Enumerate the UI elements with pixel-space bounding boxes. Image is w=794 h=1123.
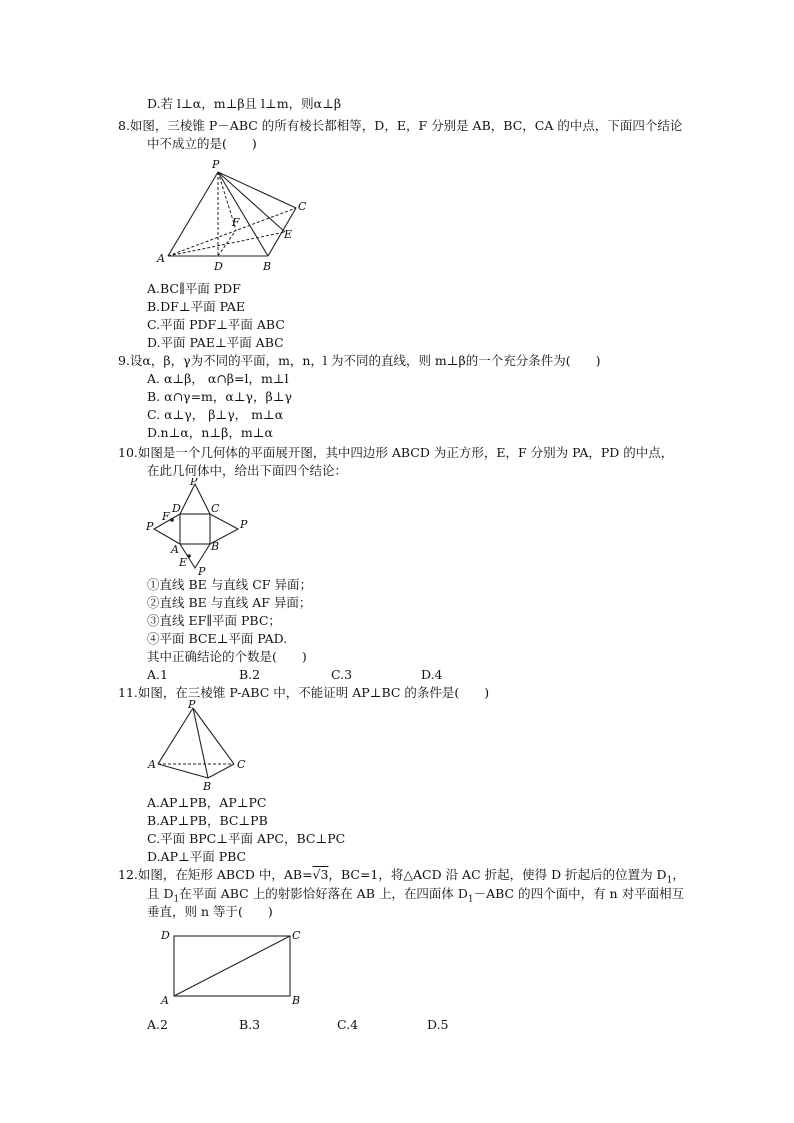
q11-label-b: B: [203, 780, 212, 792]
q12-subscript-1: 1: [666, 875, 673, 886]
q10-label-p-top: P: [190, 478, 198, 488]
q12-stem1-part-b: ，BC=1，将△ACD 沿 AC 折起，使得 D 折起后的位置为 D: [328, 867, 667, 882]
q10-option-d: D.4: [421, 667, 443, 682]
q10-label-b: B: [211, 540, 220, 553]
q12-stem1-part-c: ，: [672, 867, 685, 882]
q12-option-a: A.2: [147, 1017, 168, 1032]
q11-option-a: A.AP⊥PB，AP⊥PC: [147, 795, 267, 810]
q10-stem-line1: 10.如图是一个几何体的平面展开图，其中四边形 ABCD 为正方形，E，F 分别为 PA，PD 的中点，: [118, 445, 674, 460]
q8-label-b: B: [263, 260, 272, 273]
q10-conclusion-1: ①直线 BE 与直线 CF 异面；: [147, 577, 312, 592]
q10-label-c: C: [211, 502, 220, 515]
q12-rectangle-figure: [152, 924, 312, 1010]
q9-option-b: B. α∩γ=m，α⊥γ，β⊥γ: [147, 389, 292, 404]
q11-label-c: C: [237, 758, 246, 771]
q10-question: 其中正确结论的个数是( ): [147, 649, 307, 664]
q12-stem2-part-b: 在平面 ABC 上的射影恰好落在 AB 上，在四面体 D: [179, 886, 468, 901]
q12-stem2-part-a: 且 D: [147, 886, 174, 901]
q10-option-c: C.3: [331, 667, 353, 682]
q10-option-b: B.2: [239, 667, 261, 682]
q10-label-p-right: P: [240, 518, 248, 531]
q11-stem: 11.如图，在三棱锥 P-ABC 中，不能证明 AP⊥BC 的条件是( ): [118, 685, 490, 700]
q8-option-c: C.平面 PDF⊥平面 ABC: [147, 317, 285, 332]
q12-stem-line2: [147, 885, 684, 903]
q9-option-c: C. α⊥γ， β⊥γ， m⊥α: [147, 407, 284, 422]
q11-option-b: B.AP⊥PB，BC⊥PB: [147, 813, 268, 828]
q12-sqrt3: √3: [312, 867, 329, 882]
q10-net-figure: [142, 478, 252, 576]
q12-option-c: C.4: [337, 1017, 359, 1032]
q12-option-d: D.5: [427, 1017, 449, 1032]
q11-option-d: D.AP⊥平面 PBC: [147, 849, 247, 864]
q12-options-row: [147, 1016, 449, 1034]
q8-label-p: P: [212, 158, 220, 171]
q10-option-a: A.1: [147, 667, 168, 682]
q11-option-c: C.平面 BPC⊥平面 APC，BC⊥PC: [147, 831, 346, 846]
q10-label-f: F: [162, 510, 170, 523]
q12-stem2-part-c: －ABC 的四个面中，有 n 对平面相互: [473, 886, 685, 901]
q8-label-e: E: [284, 228, 293, 241]
q11-label-a: A: [148, 758, 156, 771]
q8-stem-line1: 8.如图，三棱锥 P－ABC 的所有棱长都相等，D，E，F 分别是 AB，BC，CA 的中点，下面四个结论: [118, 118, 683, 133]
q8-option-b: B.DF⊥平面 PAE: [147, 299, 245, 314]
q8-label-c: C: [298, 200, 307, 213]
q8-stem-line2: 中不成立的是( ): [147, 136, 257, 151]
q10-label-d: D: [172, 502, 181, 515]
q8-option-d: D.平面 PAE⊥平面 ABC: [147, 335, 284, 350]
q10-conclusion-3: ③直线 EF∥平面 PBC；: [147, 613, 281, 628]
q12-stem-line1: [118, 866, 685, 884]
q8-label-d: D: [214, 260, 223, 273]
q12-label-a: A: [161, 994, 169, 1007]
q9-stem: 9.设α，β，γ为不同的平面，m，n，l 为不同的直线，则 m⊥β的一个充分条件为( ): [118, 353, 601, 368]
q12-stem1-part-a: 12.如图，在矩形 ABCD 中，AB=: [118, 867, 313, 882]
q12-label-c: C: [292, 929, 301, 942]
q7-option-d: D.若 l⊥α，m⊥β且 l⊥m，则α⊥β: [147, 96, 342, 111]
q10-label-p-bottom: P: [198, 565, 206, 576]
q8-option-a: A.BC∥平面 PDF: [147, 281, 241, 296]
q11-label-p: P: [188, 700, 196, 711]
q10-label-p-left: P: [146, 520, 154, 533]
q9-option-d: D.n⊥α，n⊥β，m⊥α: [147, 425, 273, 440]
q10-conclusion-4: ④平面 BCE⊥平面 PAD.: [147, 631, 288, 646]
q12-option-b: B.3: [239, 1017, 261, 1032]
q8-pyramid-figure: [150, 156, 310, 276]
q12-label-b: B: [292, 994, 301, 1007]
q12-subscript-2: 1: [173, 894, 180, 905]
q11-pyramid-figure: [146, 700, 256, 792]
q8-label-a: A: [157, 252, 165, 265]
q10-options-row: [147, 666, 443, 684]
q8-label-f: F: [232, 216, 240, 229]
q10-stem-line2: 在此几何体中，给出下面四个结论：: [147, 463, 348, 478]
q12-subscript-3: 1: [467, 894, 474, 905]
q10-conclusion-2: ②直线 BE 与直线 AF 异面；: [147, 595, 312, 610]
q12-label-d: D: [161, 929, 170, 942]
q12-stem-line3: 垂直，则 n 等于( ): [147, 904, 273, 919]
q10-label-e: E: [179, 556, 188, 569]
q9-option-a: A. α⊥β， α∩β=l，m⊥l: [147, 371, 289, 386]
q10-label-a: A: [171, 543, 179, 556]
